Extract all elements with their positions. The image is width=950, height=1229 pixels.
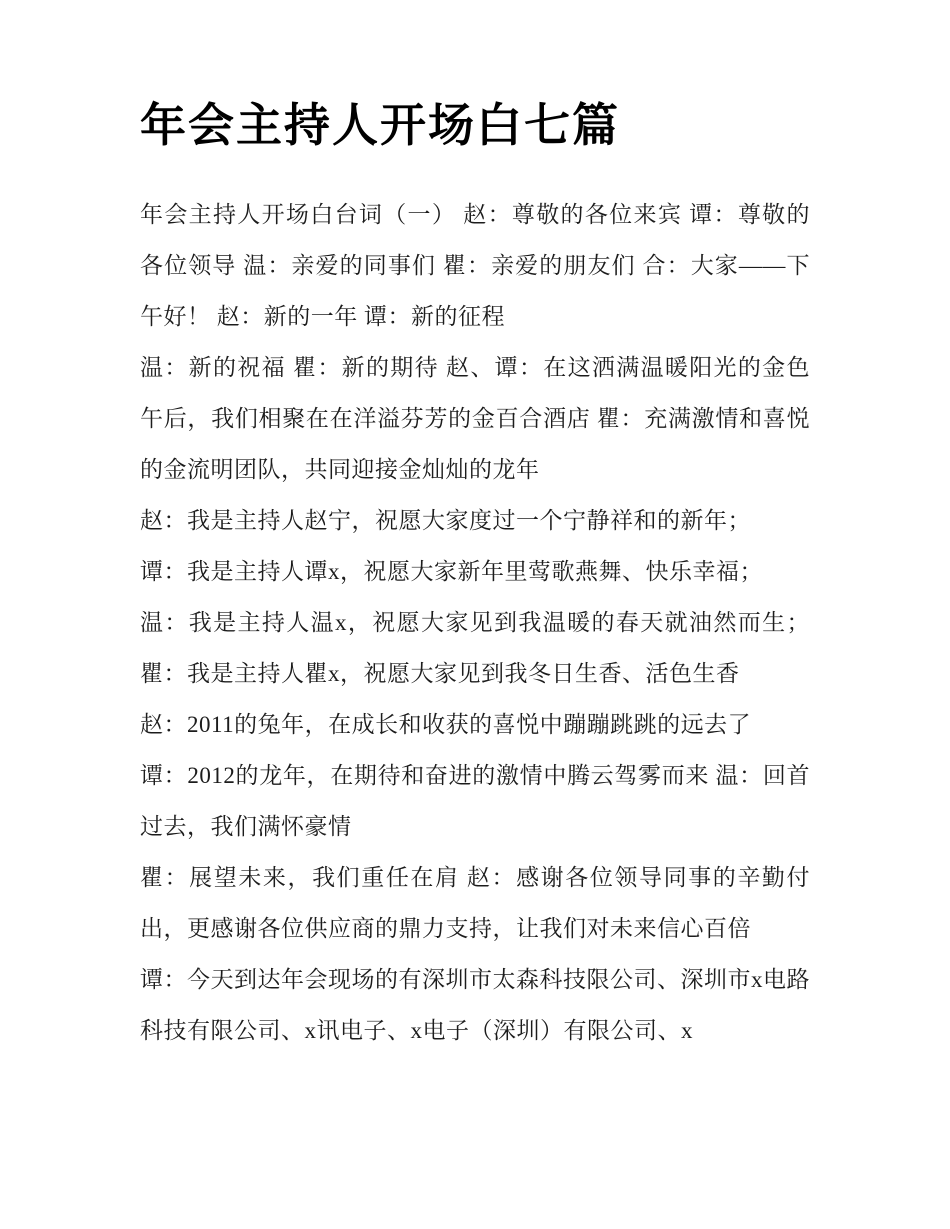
paragraph: 谭：今天到达年会现场的有深圳市太森科技限公司、深圳市x电路科技有限公司、x讯电子、x电子（深圳）有限公司、x [140,967,810,1044]
document-title: 年会主持人开场白七篇 [140,100,620,151]
document-body [140,189,810,1056]
paragraph: 年会主持人开场白台词（一） 赵：尊敬的各位来宾 谭：尊敬的各位领导 温：亲爱的同事们 瞿：亲爱的朋友们 合：大家——下午好！ 赵：新的一年 谭：新的征程 [140,202,810,330]
paragraph: 谭：2012的龙年，在期待和奋进的激情中腾云驾雾而来 温：回首过去，我们满怀豪情 [140,763,810,840]
paragraph: 赵：2011的兔年，在成长和收获的喜悦中蹦蹦跳跳的远去了 [140,712,752,738]
paragraph: 赵：我是主持人赵宁，祝愿大家度过一个宁静祥和的新年； [140,508,751,534]
paragraph: 温：我是主持人温x，祝愿大家见到我温暖的春天就油然而生； 瞿：我是主持人瞿x，祝愿大家见到我冬日生香、活色生香 [140,610,810,687]
paragraph: 瞿：展望未来，我们重任在肩 赵：感谢各位领导同事的辛勤付出，更感谢各位供应商的鼎力支持，让我们对未来信心百倍 [140,865,810,942]
paragraph: 温：新的祝福 瞿：新的期待 赵、谭：在这洒满温暖阳光的金色午后，我们相聚在在洋溢芬芳的金百合酒店 瞿：充满激情和喜悦的金流明团队，共同迎接金灿灿的龙年 [140,355,810,483]
paragraph: 谭：我是主持人谭x，祝愿大家新年里莺歌燕舞、快乐幸福； [140,559,763,585]
